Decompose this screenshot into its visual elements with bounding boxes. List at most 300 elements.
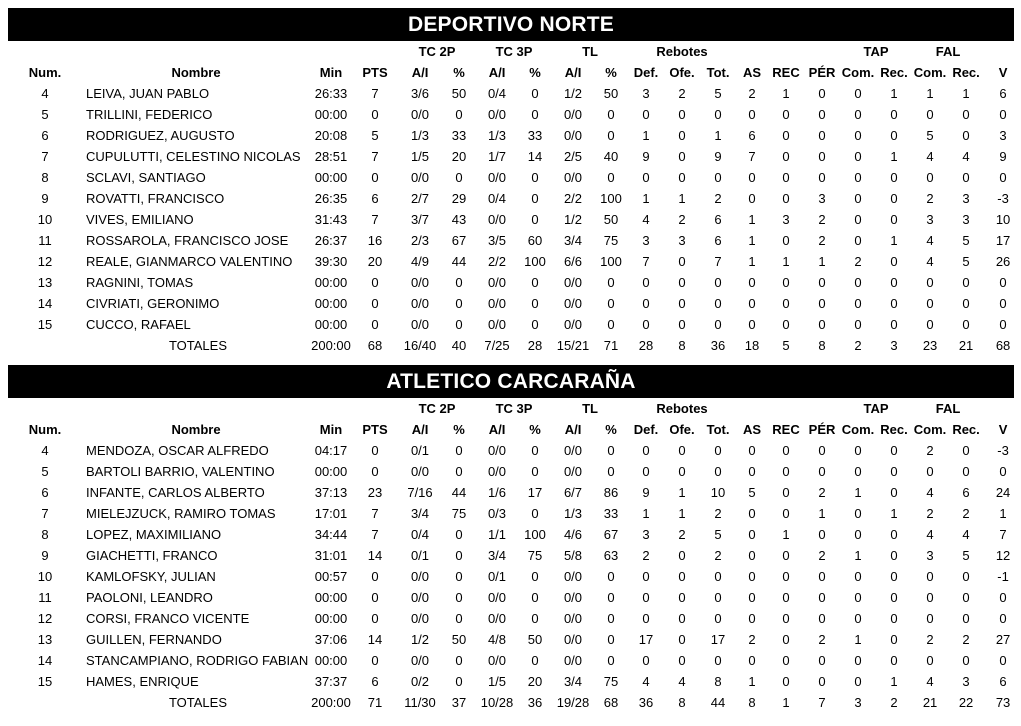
cell-fal-com: 0: [926, 569, 934, 584]
cell-v: 0: [999, 296, 1007, 311]
cell-rec: 0: [782, 317, 790, 332]
cell-tc3p-pct: 0: [531, 569, 539, 584]
cell-tc2p-ai: 0/1: [410, 548, 430, 563]
cell-min: 00:00: [314, 464, 348, 479]
box-score-table: [8, 398, 1021, 713]
player-row: [8, 230, 1021, 251]
cell-tc3p-pct: 100: [524, 254, 546, 269]
cell-tc3p-ai: 0/0: [487, 107, 507, 122]
cell-tc3p-pct: 0: [531, 611, 539, 626]
cell-tc2p-pct: 0: [455, 296, 463, 311]
cell-tc2p-ai: 0/0: [410, 464, 430, 479]
cell-tc2p-pct: 0: [455, 548, 463, 563]
cell-nombre: TRILLINI, FEDERICO: [86, 107, 213, 122]
cell-tc2p-pct: 44: [451, 254, 467, 269]
cell-fal-rec: 0: [962, 296, 970, 311]
cell-reb-ofe: 0: [678, 149, 686, 164]
cell-fal-com: 3: [926, 212, 934, 227]
cell-reb-ofe: 0: [678, 569, 686, 584]
cell-reb-tot: 2: [714, 548, 722, 563]
cell-tap-com: 0: [854, 149, 862, 164]
cell-tc2p-pct: 20: [451, 149, 467, 164]
cell-reb-ofe: 2: [678, 86, 686, 101]
cell-reb-tot: 0: [714, 611, 722, 626]
cell-nombre: LOPEZ, MAXIMILIANO: [86, 527, 222, 542]
cell-tap-com: 0: [854, 107, 862, 122]
cell-tc3p-ai: 2/2: [487, 254, 507, 269]
cell-tap-rec: 0: [890, 275, 898, 290]
cell-fal-rec: 0: [962, 317, 970, 332]
cell-tc3p-pct: 60: [527, 233, 543, 248]
column-header-tc3p-pct: %: [529, 65, 541, 80]
cell-tl-ai: 0/0: [563, 317, 583, 332]
cell-min: 04:17: [314, 443, 348, 458]
cell-min: 00:00: [314, 275, 348, 290]
cell-min: 39:30: [314, 254, 348, 269]
cell-per: 3: [818, 191, 826, 206]
cell-reb-def: 3: [642, 86, 650, 101]
cell-tap-rec: 0: [890, 611, 898, 626]
cell-tc2p-pct: 0: [455, 653, 463, 668]
total-tl-pct: 68: [603, 695, 619, 710]
cell-reb-ofe: 4: [678, 674, 686, 689]
cell-reb-def: 0: [642, 170, 650, 185]
cell-pts: 6: [371, 674, 379, 689]
cell-as: 0: [748, 443, 756, 458]
cell-fal-rec: 0: [962, 590, 970, 605]
cell-rec: 0: [782, 485, 790, 500]
cell-tc3p-pct: 0: [531, 443, 539, 458]
group-header-tc3p: TC 3P: [495, 44, 533, 59]
cell-v: 0: [999, 464, 1007, 479]
player-row: [8, 650, 1021, 671]
cell-tl-pct: 75: [603, 233, 619, 248]
column-header-pts: PTS: [362, 422, 388, 437]
cell-reb-def: 17: [638, 632, 654, 647]
cell-per: 0: [818, 653, 826, 668]
cell-v: -3: [997, 443, 1009, 458]
cell-rec: 0: [782, 275, 790, 290]
cell-tl-pct: 50: [603, 212, 619, 227]
cell-reb-ofe: 0: [678, 128, 686, 143]
cell-fal-rec: 2: [962, 506, 970, 521]
column-header-reb-def: Def.: [633, 422, 659, 437]
total-tl-pct: 71: [603, 338, 619, 353]
cell-num: 14: [37, 653, 53, 668]
column-header-as: AS: [743, 65, 762, 80]
cell-reb-def: 7: [642, 254, 650, 269]
cell-fal-com: 2: [926, 632, 934, 647]
cell-tap-rec: 0: [890, 443, 898, 458]
cell-nombre: VIVES, EMILIANO: [86, 212, 194, 227]
total-per: 8: [818, 338, 826, 353]
cell-tl-ai: 0/0: [563, 128, 583, 143]
cell-reb-tot: 8: [714, 674, 722, 689]
cell-as: 6: [748, 128, 756, 143]
cell-reb-tot: 6: [714, 233, 722, 248]
player-row: [8, 125, 1021, 146]
cell-min: 00:00: [314, 170, 348, 185]
player-row: [8, 566, 1021, 587]
total-tc2p-pct: 40: [451, 338, 467, 353]
cell-tc3p-ai: 1/7: [487, 149, 507, 164]
cell-rec: 0: [782, 149, 790, 164]
cell-as: 2: [748, 632, 756, 647]
group-header-empty: [736, 41, 840, 62]
cell-rec: 1: [782, 527, 790, 542]
cell-fal-rec: 0: [962, 275, 970, 290]
cell-fal-rec: 2: [962, 632, 970, 647]
cell-fal-com: 0: [926, 611, 934, 626]
cell-v: 7: [999, 527, 1007, 542]
total-tap-rec: 2: [890, 695, 898, 710]
cell-tc2p-pct: 67: [451, 233, 467, 248]
cell-tap-com: 0: [854, 506, 862, 521]
cell-per: 0: [818, 527, 826, 542]
player-row: [8, 503, 1021, 524]
cell-reb-def: 0: [642, 275, 650, 290]
cell-tap-com: 0: [854, 527, 862, 542]
cell-tl-pct: 50: [603, 86, 619, 101]
cell-v: 6: [999, 86, 1007, 101]
cell-min: 00:00: [314, 317, 348, 332]
cell-reb-def: 4: [642, 674, 650, 689]
column-header-tl-pct: %: [605, 422, 617, 437]
cell-tap-rec: 0: [890, 128, 898, 143]
cell-nombre: CUCCO, RAFAEL: [86, 317, 191, 332]
group-header-tc3p: TC 3P: [495, 401, 533, 416]
group-header-tc2p: TC 2P: [418, 44, 456, 59]
total-tl-ai: 19/28: [556, 695, 590, 710]
cell-tl-ai: 1/2: [563, 86, 583, 101]
cell-rec: 0: [782, 443, 790, 458]
cell-pts: 0: [371, 317, 379, 332]
cell-reb-tot: 0: [714, 275, 722, 290]
player-row: [8, 671, 1021, 692]
cell-nombre: HAMES, ENRIQUE: [86, 674, 199, 689]
cell-tc3p-ai: 0/1: [487, 569, 507, 584]
cell-v: 0: [999, 653, 1007, 668]
cell-as: 0: [748, 611, 756, 626]
cell-tc2p-ai: 0/0: [410, 590, 430, 605]
column-header-tc2p-pct: %: [453, 422, 465, 437]
cell-tap-rec: 0: [890, 527, 898, 542]
cell-tl-pct: 0: [607, 569, 615, 584]
cell-tc2p-pct: 33: [451, 128, 467, 143]
cell-v: 10: [995, 212, 1011, 227]
cell-tap-com: 0: [854, 275, 862, 290]
player-row: [8, 314, 1021, 335]
cell-fal-com: 4: [926, 149, 934, 164]
cell-rec: 0: [782, 296, 790, 311]
cell-tl-ai: 1/3: [563, 506, 583, 521]
cell-tl-pct: 0: [607, 653, 615, 668]
cell-as: 0: [748, 569, 756, 584]
cell-as: 0: [748, 464, 756, 479]
cell-nombre: MENDOZA, OSCAR ALFREDO: [86, 443, 269, 458]
cell-tap-com: 0: [854, 317, 862, 332]
cell-fal-rec: 6: [962, 485, 970, 500]
cell-num: 8: [41, 527, 49, 542]
cell-tc3p-ai: 4/8: [487, 632, 507, 647]
cell-tc2p-ai: 0/0: [410, 653, 430, 668]
cell-per: 0: [818, 149, 826, 164]
cell-reb-ofe: 3: [678, 233, 686, 248]
cell-min: 00:00: [314, 107, 348, 122]
cell-reb-def: 9: [642, 485, 650, 500]
cell-rec: 0: [782, 107, 790, 122]
cell-reb-def: 3: [642, 233, 650, 248]
cell-tap-rec: 1: [890, 149, 898, 164]
cell-num: 15: [37, 674, 53, 689]
cell-tap-com: 0: [854, 212, 862, 227]
total-as: 8: [748, 695, 756, 710]
cell-reb-ofe: 0: [678, 296, 686, 311]
column-header-min: Min: [319, 65, 343, 80]
cell-tap-rec: 1: [890, 674, 898, 689]
cell-reb-def: 1: [642, 506, 650, 521]
cell-rec: 1: [782, 254, 790, 269]
cell-reb-def: 9: [642, 149, 650, 164]
cell-num: 13: [37, 275, 53, 290]
cell-as: 0: [748, 317, 756, 332]
box-score-table: [8, 41, 1021, 356]
cell-tc2p-pct: 0: [455, 611, 463, 626]
cell-reb-ofe: 2: [678, 527, 686, 542]
cell-rec: 0: [782, 170, 790, 185]
cell-reb-ofe: 1: [678, 506, 686, 521]
cell-rec: 0: [782, 464, 790, 479]
total-reb-def: 28: [638, 338, 654, 353]
cell-as: 0: [748, 590, 756, 605]
total-reb-ofe: 8: [678, 338, 686, 353]
cell-reb-def: 0: [642, 317, 650, 332]
cell-nombre: KAMLOFSKY, JULIAN: [86, 569, 216, 584]
total-tc2p-ai: 11/30: [404, 695, 436, 710]
cell-rec: 3: [782, 212, 790, 227]
cell-min: 37:06: [314, 632, 348, 647]
cell-per: 0: [818, 674, 826, 689]
cell-reb-ofe: 0: [678, 590, 686, 605]
cell-per: 0: [818, 443, 826, 458]
column-header-reb-def: Def.: [633, 65, 659, 80]
cell-fal-com: 0: [926, 590, 934, 605]
cell-tc3p-ai: 0/4: [487, 191, 507, 206]
cell-tc3p-pct: 0: [531, 275, 539, 290]
cell-tl-pct: 0: [607, 317, 615, 332]
total-reb-ofe: 8: [678, 695, 686, 710]
cell-fal-com: 0: [926, 653, 934, 668]
cell-min: 26:33: [314, 86, 348, 101]
player-row: [8, 608, 1021, 629]
total-rec: 5: [782, 338, 790, 353]
cell-as: 5: [748, 485, 756, 500]
cell-fal-com: 3: [926, 548, 934, 563]
column-header-per: PÉR: [808, 422, 836, 437]
cell-tc2p-ai: 1/3: [410, 128, 430, 143]
cell-nombre: ROSSAROLA, FRANCISCO JOSE: [86, 233, 289, 248]
cell-reb-def: 0: [642, 443, 650, 458]
cell-tap-rec: 1: [890, 506, 898, 521]
team-title: ATLETICO CARCARAÑA: [8, 365, 1014, 398]
cell-pts: 0: [371, 464, 379, 479]
cell-tl-ai: 0/0: [563, 296, 583, 311]
cell-reb-ofe: 0: [678, 653, 686, 668]
cell-fal-com: 1: [926, 86, 934, 101]
cell-tl-ai: 0/0: [563, 632, 583, 647]
cell-tap-com: 0: [854, 128, 862, 143]
cell-tc2p-ai: 0/1: [410, 443, 430, 458]
column-header-tc3p-pct: %: [529, 422, 541, 437]
total-rec: 1: [782, 695, 790, 710]
cell-rec: 0: [782, 128, 790, 143]
cell-pts: 0: [371, 590, 379, 605]
player-row: [8, 545, 1021, 566]
cell-num: 5: [41, 107, 49, 122]
cell-min: 28:51: [314, 149, 348, 164]
cell-fal-rec: 0: [962, 443, 970, 458]
cell-tc3p-pct: 0: [531, 107, 539, 122]
cell-reb-ofe: 0: [678, 254, 686, 269]
cell-reb-tot: 0: [714, 653, 722, 668]
cell-reb-ofe: 0: [678, 317, 686, 332]
cell-tc2p-pct: 0: [455, 464, 463, 479]
cell-tl-ai: 6/6: [563, 254, 583, 269]
totals-row: [8, 335, 1021, 356]
cell-tl-ai: 0/0: [563, 464, 583, 479]
column-header-fal-rec: Rec.: [952, 65, 980, 80]
group-header-fal: FAL: [935, 44, 961, 59]
player-row: [8, 440, 1021, 461]
cell-tap-com: 0: [854, 191, 862, 206]
cell-tc3p-pct: 20: [527, 674, 543, 689]
cell-tc2p-ai: 0/0: [410, 275, 430, 290]
cell-reb-def: 3: [642, 527, 650, 542]
cell-reb-def: 0: [642, 590, 650, 605]
cell-tl-ai: 0/0: [563, 611, 583, 626]
cell-num: 8: [41, 170, 49, 185]
cell-pts: 0: [371, 296, 379, 311]
cell-tap-rec: 0: [890, 317, 898, 332]
total-tc3p-ai: 7/25: [484, 338, 510, 353]
cell-tl-ai: 2/5: [563, 149, 583, 164]
column-header-nombre: Nombre: [171, 65, 221, 80]
cell-tl-pct: 0: [607, 107, 615, 122]
cell-reb-tot: 0: [714, 464, 722, 479]
cell-nombre: SCLAVI, SANTIAGO: [86, 170, 206, 185]
cell-tc3p-pct: 50: [527, 632, 543, 647]
cell-pts: 14: [367, 632, 383, 647]
cell-per: 2: [818, 548, 826, 563]
cell-fal-com: 5: [926, 128, 934, 143]
cell-reb-tot: 9: [714, 149, 722, 164]
cell-tl-pct: 0: [607, 632, 615, 647]
cell-reb-tot: 2: [714, 506, 722, 521]
team-section-home: [8, 8, 1014, 356]
cell-pts: 0: [371, 275, 379, 290]
cell-per: 0: [818, 317, 826, 332]
cell-tl-pct: 0: [607, 590, 615, 605]
cell-tc2p-ai: 3/4: [410, 506, 430, 521]
cell-fal-com: 0: [926, 107, 934, 122]
team-title: DEPORTIVO NORTE: [8, 8, 1014, 41]
cell-tl-ai: 0/0: [563, 653, 583, 668]
cell-tap-com: 0: [854, 653, 862, 668]
cell-tl-ai: 0/0: [563, 275, 583, 290]
cell-tap-rec: 0: [890, 212, 898, 227]
cell-tc3p-pct: 0: [531, 212, 539, 227]
cell-fal-com: 2: [926, 191, 934, 206]
cell-pts: 7: [371, 86, 379, 101]
cell-tc2p-ai: 1/2: [410, 632, 430, 647]
cell-tc3p-ai: 0/0: [487, 611, 507, 626]
cell-pts: 23: [367, 485, 383, 500]
column-header-tap-com: Com.: [841, 65, 875, 80]
cell-tc3p-pct: 14: [527, 149, 543, 164]
cell-tc3p-pct: 0: [531, 590, 539, 605]
cell-tl-ai: 3/4: [563, 674, 583, 689]
cell-fal-com: 4: [926, 674, 934, 689]
cell-tc2p-pct: 44: [451, 485, 467, 500]
cell-per: 0: [818, 107, 826, 122]
cell-min: 37:37: [314, 674, 348, 689]
cell-tap-rec: 0: [890, 191, 898, 206]
total-tc3p-pct: 36: [527, 695, 543, 710]
cell-reb-tot: 0: [714, 590, 722, 605]
cell-as: 0: [748, 170, 756, 185]
cell-reb-tot: 0: [714, 569, 722, 584]
cell-tap-rec: 1: [890, 86, 898, 101]
player-row: [8, 146, 1021, 167]
column-header-min: Min: [319, 422, 343, 437]
cell-nombre: PAOLONI, LEANDRO: [86, 590, 213, 605]
cell-fal-com: 0: [926, 296, 934, 311]
cell-v: -1: [997, 569, 1009, 584]
cell-per: 0: [818, 296, 826, 311]
cell-min: 26:37: [314, 233, 348, 248]
cell-tc3p-pct: 75: [527, 548, 543, 563]
cell-reb-tot: 0: [714, 317, 722, 332]
cell-pts: 0: [371, 170, 379, 185]
total-reb-def: 36: [638, 695, 654, 710]
group-header-tl: TL: [582, 401, 598, 416]
column-header-fal-rec: Rec.: [952, 422, 980, 437]
group-header-empty: [736, 398, 840, 419]
cell-min: 26:35: [314, 191, 348, 206]
cell-reb-def: 0: [642, 464, 650, 479]
cell-tl-ai: 2/2: [563, 191, 583, 206]
cell-pts: 16: [367, 233, 383, 248]
cell-tl-ai: 0/0: [563, 107, 583, 122]
cell-v: 0: [999, 170, 1007, 185]
cell-tap-com: 0: [854, 170, 862, 185]
cell-num: 4: [41, 86, 49, 101]
column-header-per: PÉR: [808, 65, 836, 80]
cell-tc3p-ai: 0/0: [487, 317, 507, 332]
cell-tap-rec: 0: [890, 632, 898, 647]
group-header-empty: [8, 41, 398, 62]
cell-v: 0: [999, 107, 1007, 122]
cell-tc2p-ai: 0/0: [410, 107, 430, 122]
player-row: [8, 167, 1021, 188]
cell-pts: 7: [371, 506, 379, 521]
cell-min: 31:43: [314, 212, 348, 227]
cell-per: 0: [818, 464, 826, 479]
cell-reb-def: 1: [642, 191, 650, 206]
group-header-tc2p: TC 2P: [418, 401, 456, 416]
cell-tc2p-ai: 3/7: [410, 212, 430, 227]
cell-num: 11: [38, 590, 52, 605]
